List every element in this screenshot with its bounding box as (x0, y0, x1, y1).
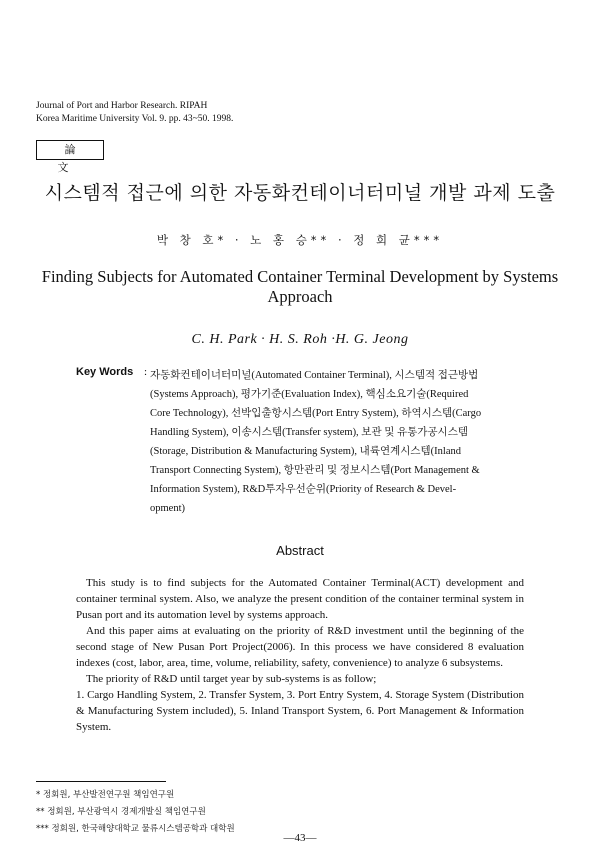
keywords-line: Core Technology), 선박입출항시스템(Port Entry System), 하역시스템(Cargo (150, 408, 482, 419)
footnote-divider (36, 781, 166, 782)
page-number: —43— (283, 832, 317, 844)
korean-authors: 박 창 호* · 노 홍 승** · 정 희 균*** (156, 233, 444, 247)
keywords-line: Transport Connecting System), 항만관리 및 정보시스템(Port Management & (150, 465, 480, 476)
keywords-line: 자동화컨테이너터미널(Automated Container Terminal), 시스템적 접근방법 (150, 370, 479, 381)
keywords-line: opment) (150, 503, 185, 514)
abstract-paragraph-2: And this paper aims at evaluating on the priority of R&D investment until the beginning of the second stage of New Pusan Port Project(2006). In this process we have considered 8 evaluation indexes (cost, labor, area, time, volume, reliability, safety, convenience) to analyze 6 subsystems. (76, 625, 524, 669)
keywords-line: Handling System), 이송시스템(Transfer system), 보관 및 유통가공시스템 (150, 427, 468, 438)
article-type-badge: 論 文 (36, 140, 104, 160)
keywords-line: (Storage, Distribution & Manufacturing System), 내륙연계시스템(Inland (150, 446, 461, 457)
keywords-body (150, 366, 522, 518)
footnote-2: ** 정회원, 부산광역시 경제개발실 책임연구원 (36, 807, 206, 817)
footnote-3: *** 정회원, 한국해양대학교 물류시스템공학과 대학원 (36, 824, 235, 834)
keywords-label: Key Words (76, 366, 134, 378)
journal-line-1: Journal of Port and Harbor Research. RIPAH (36, 101, 208, 111)
english-authors: C. H. Park · H. S. Roh ·H. G. Jeong (191, 332, 409, 347)
abstract-paragraph-3: The priority of R&D until target year by sub-systems is as follow; (86, 673, 377, 685)
journal-line-2: Korea Maritime University Vol. 9. pp. 43~50. 1998. (36, 114, 234, 124)
korean-title: 시스템적 접근에 의한 자동화컨테이너터미널 개발 과제 도출 (44, 182, 556, 204)
english-title: Finding Subjects for Automated Container Terminal Development by Systems Approach (41, 267, 559, 306)
footnote-1: * 정회원, 부산발전연구원 책임연구원 (36, 790, 175, 800)
journal-info (36, 100, 233, 126)
abstract-paragraph-4: 1. Cargo Handling System, 2. Transfer System, 3. Port Entry System, 4. Storage System (Distribution & Manufacturing System included), 5. Inland Transport System, 6. Port Management & Information System. (76, 689, 524, 733)
abstract-paragraph-1: This study is to find subjects for the Automated Container Terminal(ACT) development and container terminal system. Also, we analyze the present condition of the container terminal system in Pusan port and its automation level by systems approach. (76, 577, 524, 621)
abstract-body (76, 575, 524, 735)
keywords-colon: : (144, 366, 148, 378)
footnotes (36, 787, 235, 838)
keywords-line: Information System), R&D투자우선순위(Priority of Research & Devel- (150, 484, 457, 495)
abstract-heading: Abstract (276, 543, 324, 558)
keywords-line: (Systems Approach), 평가기준(Evaluation Index), 핵심소요기술(Required (150, 389, 469, 400)
